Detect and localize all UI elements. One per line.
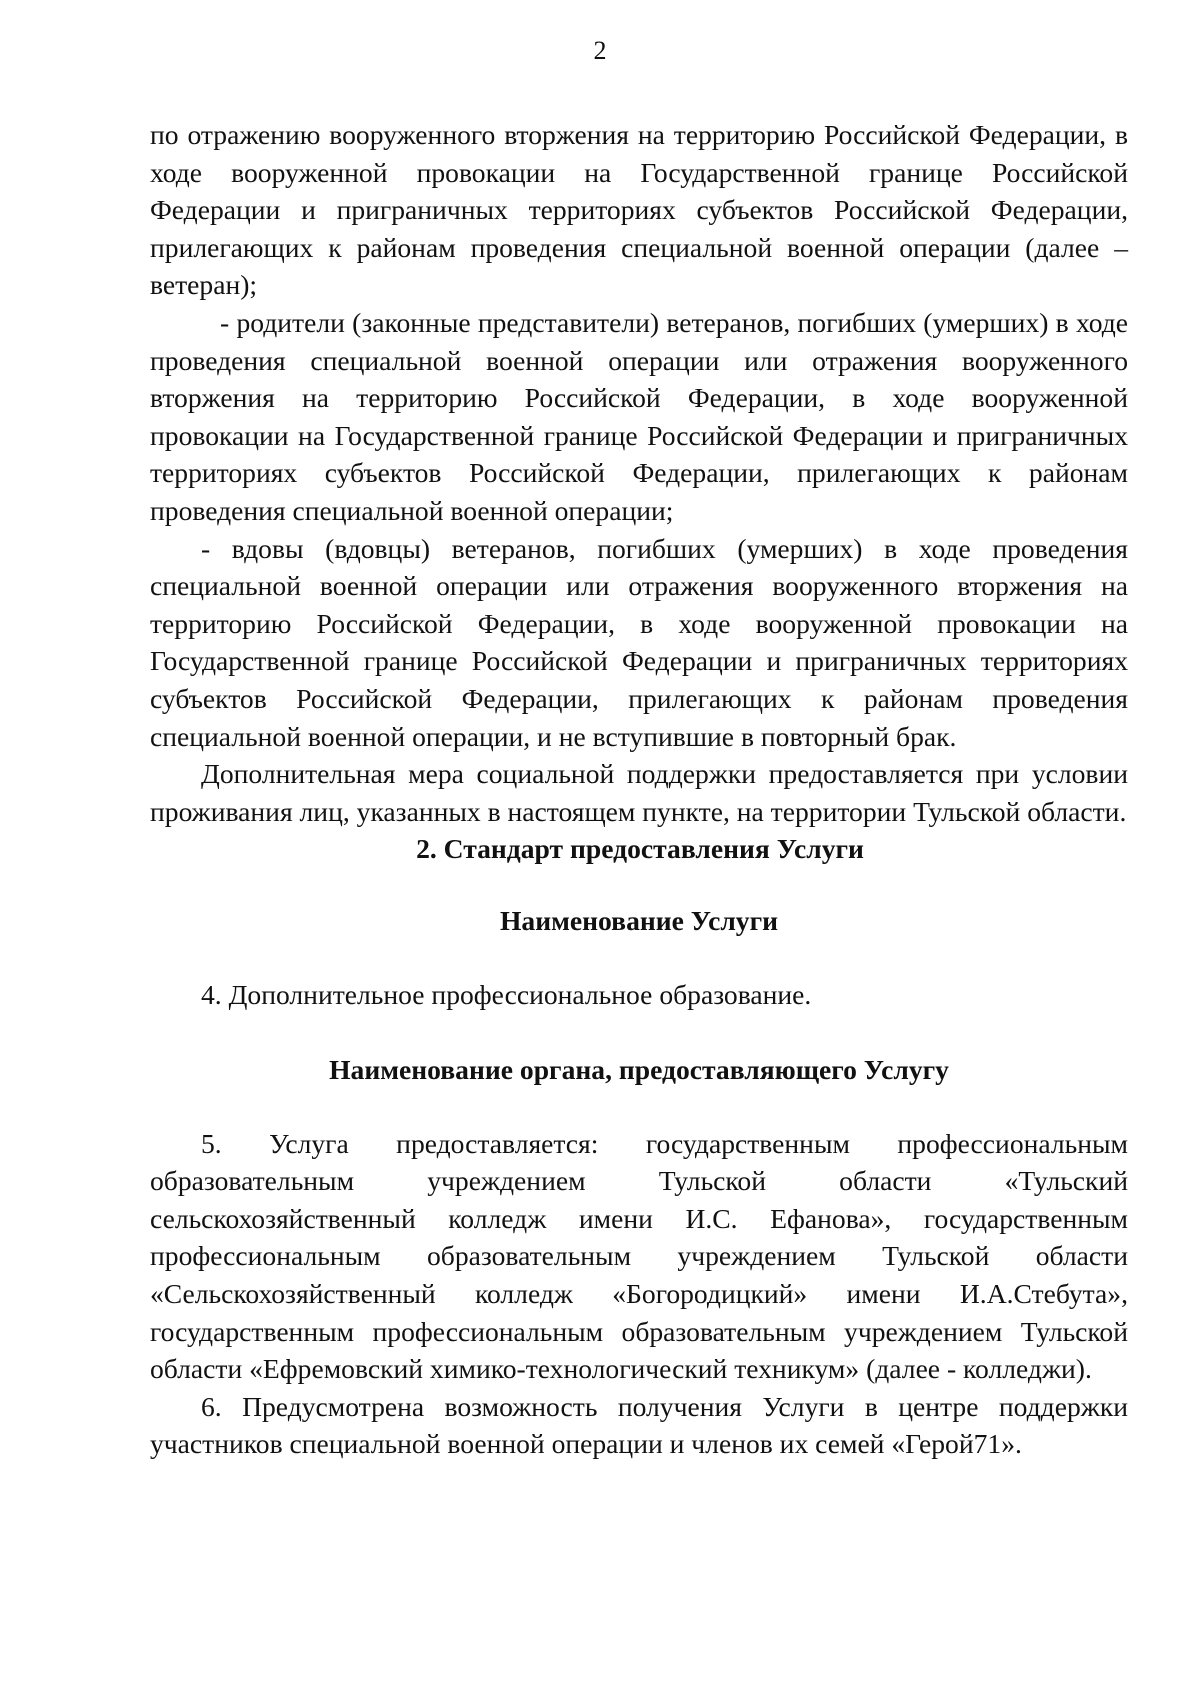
item-5: 5. Услуга предоставляется: государственным профессиональным образовательным учреждением Тульской области «Тульский сельскохозяйственный колледж имени И.С. Ефанова», государственным профессиональным образовательным учреждением Тульской области «Сельскохозяйственный колледж «Богородицкий» имени И.А.Стебута», государственным профессиональным образовательным учреждением Тульской области «Ефремовский химико-технологический техникум» (далее - колледжи).	[150, 1127, 1128, 1385]
paragraph-widows: - вдовы (вдовцы) ветеранов, погибших (умерших) в ходе проведения специальной военной операции или отражения вооруженного вторжения на территорию Российской Федерации, в ходе вооруженной провокации на Государственной границе Российской Федерации и приграничных территориях субъектов Российской Федерации, прилегающих к районам проведения специальной военной операции, и не вступившие в повторный брак.	[150, 532, 1128, 752]
item-6: 6. Предусмотрена возможность получения Услуги в центре поддержки участников специальной военной операции и членов их семей «Герой71».	[150, 1390, 1128, 1460]
spacer	[150, 939, 1128, 976]
section-heading-standard: 2. Стандарт предоставления Услуги	[416, 833, 864, 865]
paragraph-continuation: по отражению вооруженного вторжения на территорию Российской Федерации, в ходе вооруженной провокации на Государственной границе Российской Федерации и приграничных территориях субъектов Российской Федерации, прилегающих к районам проведения специальной военной операции (далее – ветеран);	[150, 119, 1128, 301]
document-body	[150, 116, 1128, 1463]
spacer	[150, 1089, 1128, 1125]
item-4: 4. Дополнительное профессиональное образование.	[201, 979, 812, 1011]
spacer	[150, 1014, 1128, 1051]
paragraph-parents: - родители (законные представители) ветеранов, погибших (умерших) в ходе проведения специальной военной операции или отражения вооруженного вторжения на территорию Российской Федерации, в ходе вооруженной провокации на Государственной границе Российской Федерации и приграничных территориях субъектов Российской Федерации, прилегающих к районам проведения специальной военной операции;	[150, 306, 1128, 526]
subheading-service-organ: Наименование органа, предоставляющего Услугу	[329, 1054, 949, 1086]
page-number: 2	[593, 36, 607, 65]
spacer	[150, 868, 1128, 902]
subheading-service-name: Наименование Услуги	[499, 904, 779, 936]
paragraph-condition: Дополнительная мера социальной поддержки предоставляется при условии проживания лиц, указанных в настоящем пункте, на территории Тульской области.	[150, 758, 1128, 827]
